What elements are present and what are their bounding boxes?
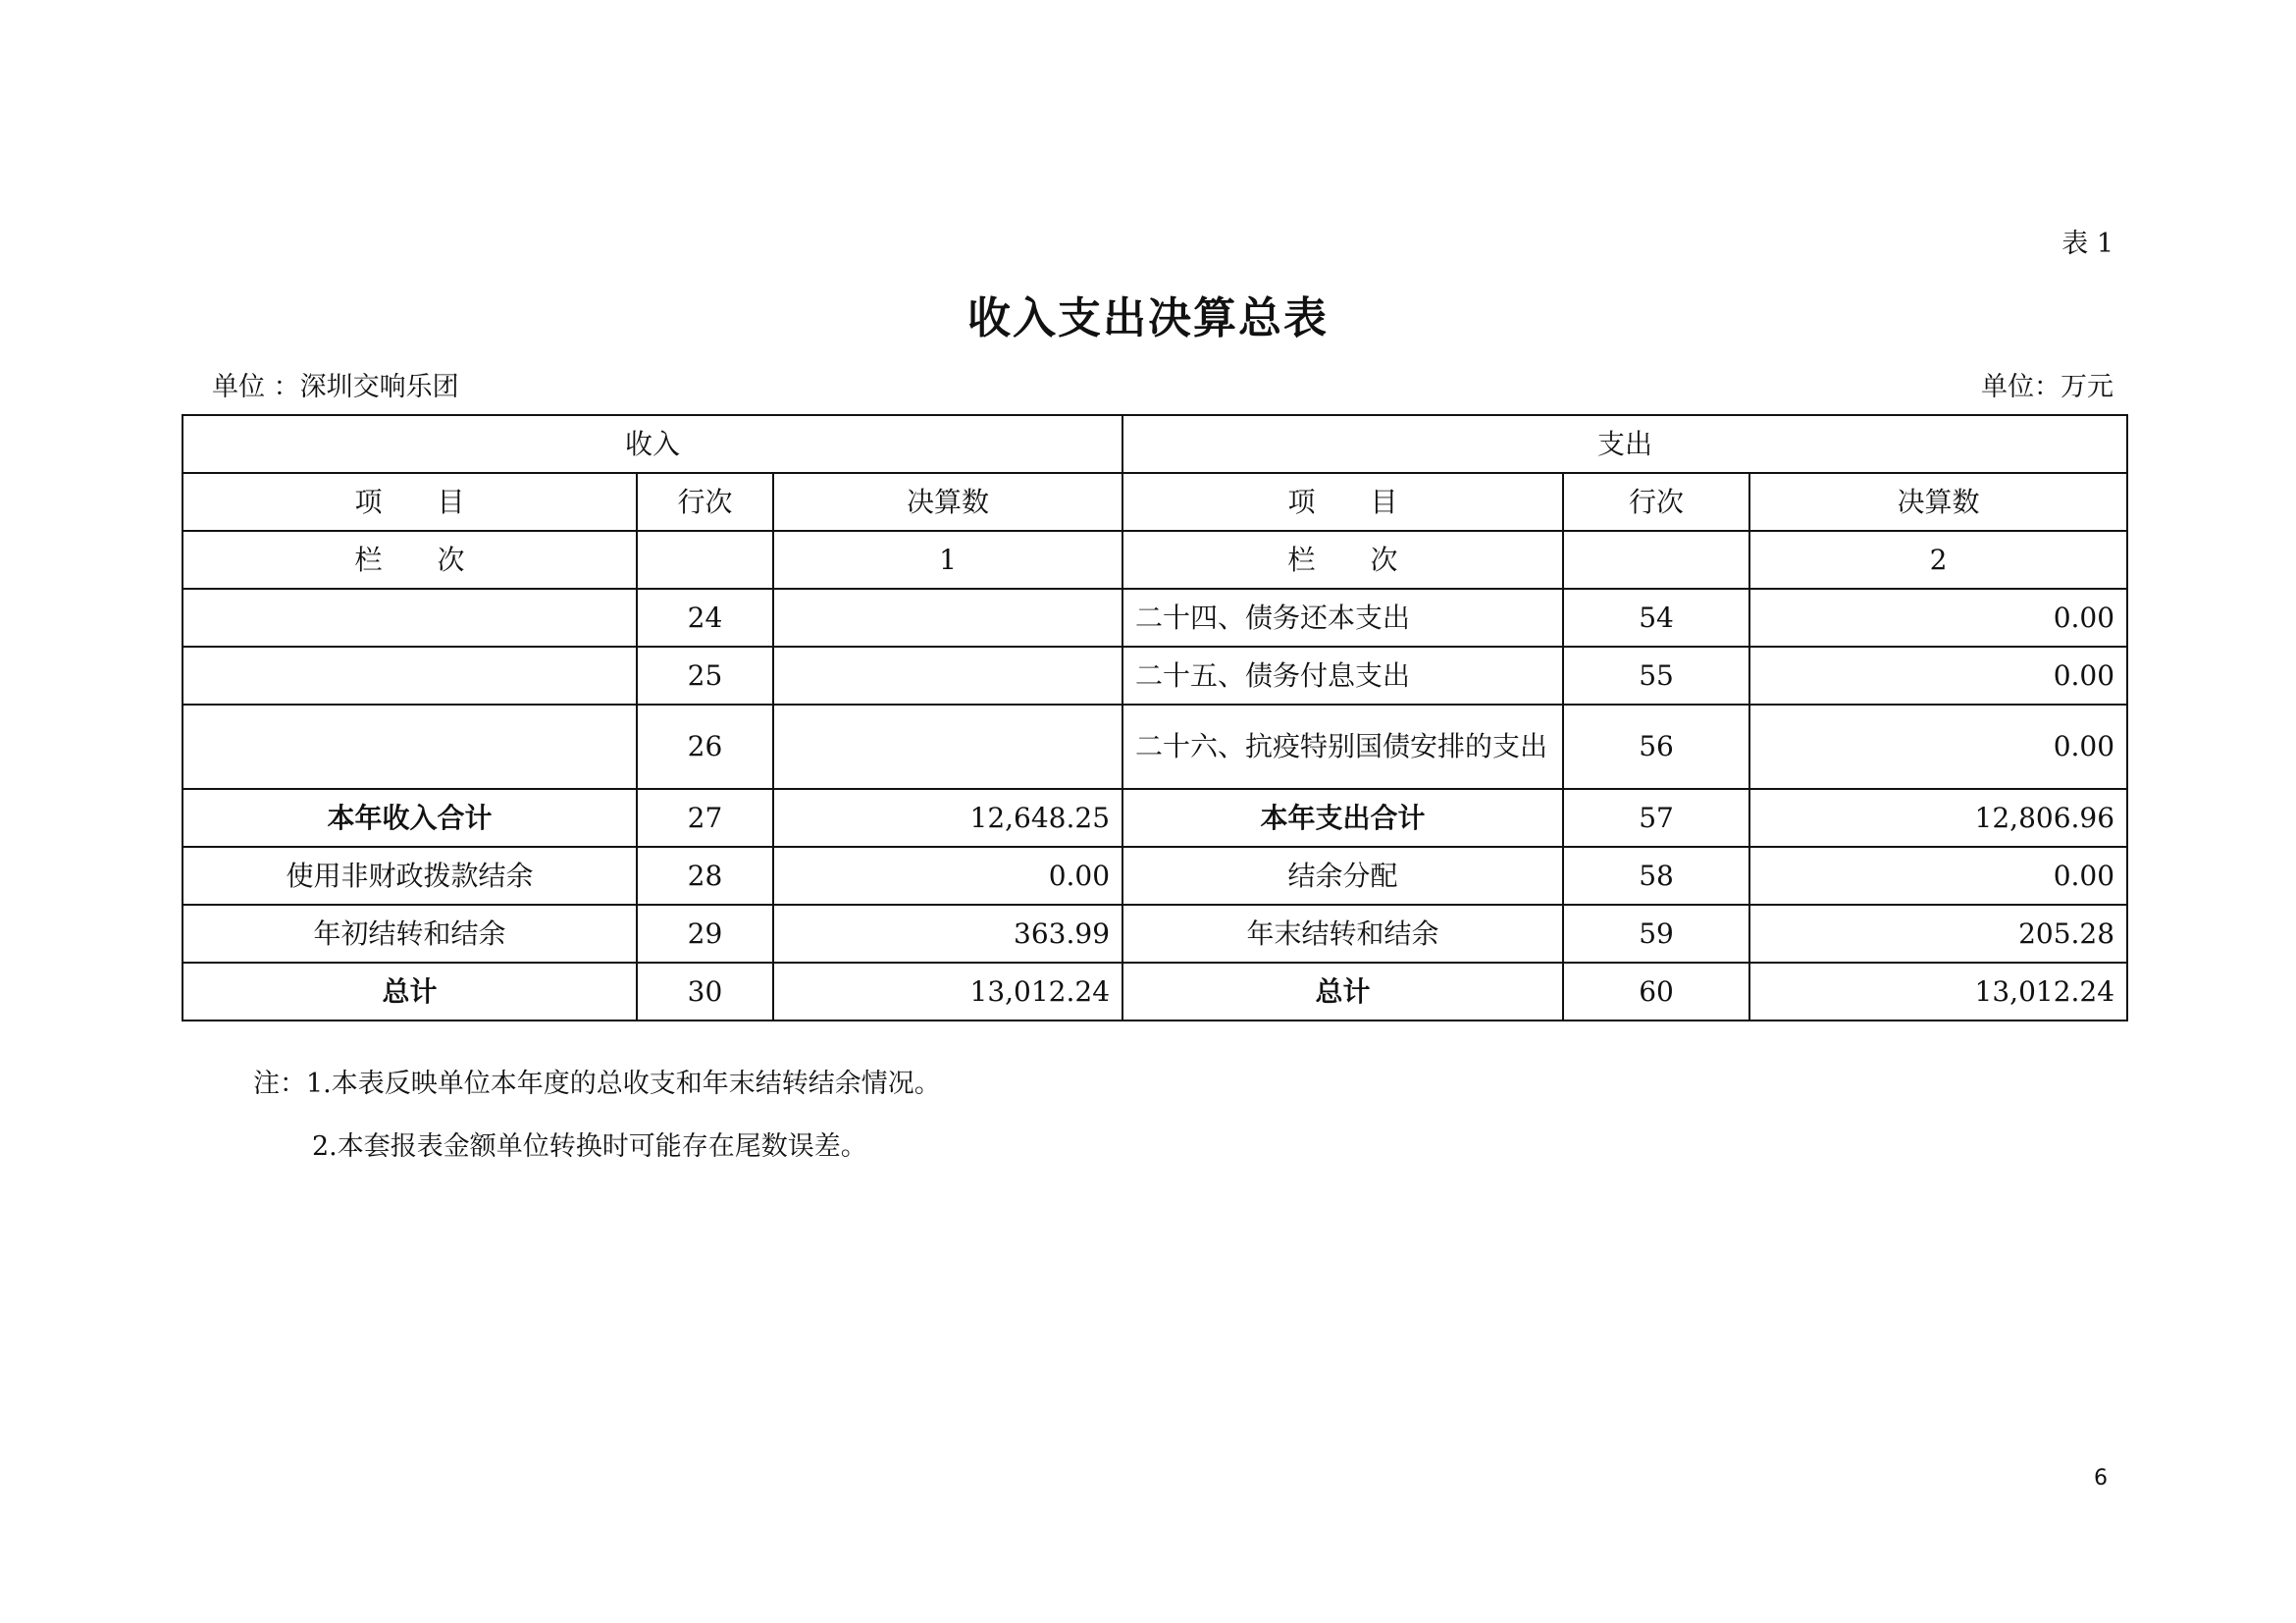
column-index-income-row — [637, 531, 773, 589]
income-item: 使用非财政拨款结余 — [183, 847, 637, 905]
income-row-no: 24 — [637, 589, 773, 647]
income-row-no: 25 — [637, 647, 773, 705]
column-index-label-income: 栏 次 — [183, 531, 637, 589]
table-tag: 表 1 — [2061, 229, 2113, 259]
expense-amount: 205.28 — [1749, 905, 2127, 963]
income-amount: 363.99 — [773, 905, 1122, 963]
header-expense-row-no: 行次 — [1563, 473, 1749, 531]
income-item: 年初结转和结余 — [183, 905, 637, 963]
column-index-expense-amount: 2 — [1749, 531, 2127, 589]
table-row-total — [183, 963, 2127, 1021]
group-header-expense: 支出 — [1122, 415, 2127, 473]
income-item — [183, 705, 637, 789]
table-row — [183, 647, 2127, 705]
unit-organization: 单位 ：深圳交响乐团 — [212, 372, 459, 402]
table-row — [183, 905, 2127, 963]
column-header-row — [183, 473, 2127, 531]
expense-row-no: 60 — [1563, 963, 1749, 1021]
income-item: 总计 — [183, 963, 637, 1021]
group-header-row — [183, 415, 2127, 473]
column-index-label-expense: 栏 次 — [1122, 531, 1563, 589]
income-item — [183, 589, 637, 647]
income-amount — [773, 647, 1122, 705]
table-row — [183, 705, 2127, 789]
income-amount: 13,012.24 — [773, 963, 1122, 1021]
expense-item: 结余分配 — [1122, 847, 1563, 905]
expense-amount: 0.00 — [1749, 589, 2127, 647]
expense-amount: 12,806.96 — [1749, 789, 2127, 847]
expense-row-no: 54 — [1563, 589, 1749, 647]
table-row — [183, 589, 2127, 647]
column-index-income-amount: 1 — [773, 531, 1122, 589]
header-income-row-no: 行次 — [637, 473, 773, 531]
expense-row-no: 55 — [1563, 647, 1749, 705]
income-row-no: 29 — [637, 905, 773, 963]
income-row-no: 26 — [637, 705, 773, 789]
expense-item: 年末结转和结余 — [1122, 905, 1563, 963]
expense-row-no: 58 — [1563, 847, 1749, 905]
page-number: 6 — [2094, 1466, 2108, 1491]
header-income-item: 项 目 — [183, 473, 637, 531]
income-item — [183, 647, 637, 705]
header-expense-amount: 决算数 — [1749, 473, 2127, 531]
expense-row-no: 59 — [1563, 905, 1749, 963]
income-amount — [773, 705, 1122, 789]
expense-amount: 0.00 — [1749, 647, 2127, 705]
table-row-subtotal — [183, 789, 2127, 847]
column-index-expense-row — [1563, 531, 1749, 589]
table-row — [183, 847, 2127, 905]
expense-amount: 0.00 — [1749, 705, 2127, 789]
income-amount — [773, 589, 1122, 647]
header-expense-item: 项 目 — [1122, 473, 1563, 531]
footnote: 注：1.本表反映单位本年度的总收支和年末结转结余情况。 — [253, 1069, 941, 1099]
group-header-income: 收入 — [183, 415, 1122, 473]
expense-item: 二十五、债务付息支出 — [1122, 647, 1563, 705]
expense-amount: 0.00 — [1749, 847, 2127, 905]
income-expense-table — [182, 414, 2128, 1021]
column-index-row — [183, 531, 2127, 589]
header-income-amount: 决算数 — [773, 473, 1122, 531]
income-item: 本年收入合计 — [183, 789, 637, 847]
unit-currency: 单位：万元 — [1981, 372, 2113, 402]
expense-amount: 13,012.24 — [1749, 963, 2127, 1021]
expense-item: 总计 — [1122, 963, 1563, 1021]
footnote: 2.本套报表金额单位转换时可能存在尾数误差。 — [312, 1131, 867, 1162]
page-title: 收入支出决算总表 — [967, 293, 1329, 343]
expense-item: 二十四、债务还本支出 — [1122, 589, 1563, 647]
expense-item: 本年支出合计 — [1122, 789, 1563, 847]
expense-row-no: 56 — [1563, 705, 1749, 789]
expense-item: 二十六、抗疫特别国债安排的支出 — [1122, 705, 1563, 789]
income-row-no: 28 — [637, 847, 773, 905]
income-row-no: 27 — [637, 789, 773, 847]
income-row-no: 30 — [637, 963, 773, 1021]
expense-row-no: 57 — [1563, 789, 1749, 847]
income-amount: 0.00 — [773, 847, 1122, 905]
income-amount: 12,648.25 — [773, 789, 1122, 847]
